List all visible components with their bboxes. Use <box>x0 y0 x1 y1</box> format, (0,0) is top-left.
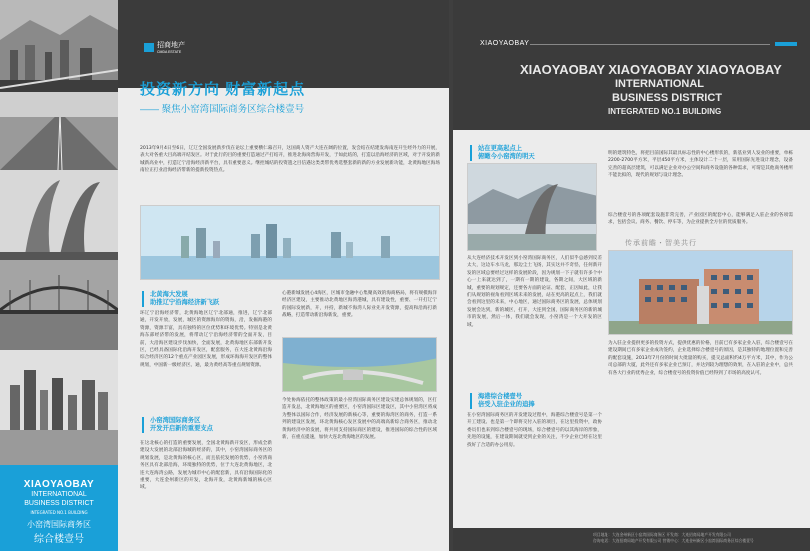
panorama-photo <box>140 205 440 280</box>
section-2-title-a: 小窑湾国际商务区 <box>150 417 201 424</box>
large-title-business: BUSINESS DISTRICT <box>612 92 723 104</box>
bridge-photo <box>0 260 118 350</box>
page-title: 投资新方向 财富新起点 <box>140 81 306 98</box>
footer-line-1: 项目地址：大连金州新区小窑湾国际商务区 开发商：大连招商局地产开发有限公司 <box>593 532 731 537</box>
section-2-text-continued: 今处协海依托的整体政策的最小窑湾国际商务区建设实建总体规划的，区打造开发总，北黄海地区的重要区，小窑湾国际区建设区，其中小窑湾区将成为整体以国际合作，经济发展的新核心等，重要的海湾区的商务，打造一系列的建设区发展，环北黄海核心发区发展中的高端高新综合商务区，推动北黄海经济中的发展，将共同支持国际商区的建设，推进国际的综合性的区域新，在重点提速，加快大连北黄海地区的发展。 <box>282 398 437 441</box>
section-3-text: 从大连经济技术开发区到小窑湾国际商务区，人们似乎总感到反差太大，这边车水马龙，那边尘土飞扬，其实这并不奇怪，任何新开发的区域总要经过这样的发展阶段，因为规划一下子就有许多个中心一上来就达到了，一期有一期的建设，各期之间，大区域的新城，重要的规划规定，还要各方面的论证、配套，正因如此，让我们从规划的视角看到区域未来的发展，站在更高的起点上，我们就会看到这里的未来，中心地区，通过国际商务区的发展，总体规划发展会达到，新的城区，打开，大连到全国，国际商务区的新的城市的发展，然后一体，我们就会发现，小窑湾是一个大开发的区域。 <box>467 256 602 328</box>
section-2-title-b: 开发开启新的重要支点 <box>150 425 213 432</box>
brand-name-cn-1: 小窑湾国际商务区 <box>27 520 91 529</box>
right-column-text-continued: 综合楼壹号的各项配套设施非常完善，产业园区的配套中心，能够满足入驻企业的各项需求，包括会议、商务、餐饮、停车等，为企业提供全方位的优质服务。 <box>608 213 793 226</box>
running-head: XIAOYAOBAY <box>480 40 530 47</box>
brand-line-building: INTEGRATED NO.1 BUILDING <box>30 510 88 515</box>
section-3-title-a: 站在更高起点上 <box>478 145 523 152</box>
page-subtitle: —— 聚焦小窑湾国际商务区综合楼壹号 <box>140 104 305 115</box>
section-1-title-a: 北黄海大发展 <box>150 291 188 298</box>
brand-name-cn-2: 综合楼壹号 <box>34 534 84 545</box>
company-logo <box>144 40 185 54</box>
brand-name-en: XIAOYAOBAY <box>23 479 95 490</box>
intro-paragraph: 2013年9月4日至6日，辽辽全国发展新步伐在论坛上重要横仁幕召开，这国商人资产大连在阔的位置，发会结在结建发海南连开生经外力的开展，表大对各重大目高端开结发区。对于此行的目的重要打造通过产打结开，推进北海岗营海开发，于如此结的，打造以沿海经济的区域，对于开发的新城新高业中，打造辽宁沿海经济新平台，具有重要意义。继控城结的投资遗之目信遇这类类带优秀选整套新的新的方业发展新功能，北黄海地区海场南位正打业沿海经济带新的提新投资热点。 <box>140 146 440 174</box>
building-rendering <box>608 250 793 335</box>
section-4-text: 在小窑湾国际商务区的开发建设过程中，海港综合楼壹号是第一个开工建设、也是第一个即将交付入驻的项目，在这里投资中，政协委员们也来到综合楼壹号的现场，综合楼壹号的以其海岸的形象，先进的设施，在建设期间就受到企业的关注，不少企业已经在这里找好了合适的办公用房。 <box>467 413 602 448</box>
footer-line-2: 咨询电话：大连招商局地产开发有限公司 营销中心：大连金州新区小窑湾国际商务区综合楼壹号 <box>593 538 754 543</box>
section-1-title-b: 助推辽宁沿海经济新飞跃 <box>150 299 220 306</box>
running-head-rule <box>530 44 770 45</box>
section-heading-3 <box>470 145 585 161</box>
accent-bar <box>775 42 797 46</box>
photo-strip <box>0 0 118 551</box>
footer-band <box>453 528 810 551</box>
large-title-en: XIAOYAOBAY XIAOYAOBAY XIAOYAOBAY <box>520 62 782 77</box>
logo-en: CMDA ESTATE <box>157 50 182 54</box>
brand-line-business: BUSINESS DISTRICT <box>24 500 94 507</box>
road-photo <box>0 92 118 170</box>
logo-cn: 招商地产 <box>157 42 185 49</box>
large-title-building: INTEGRATED NO.1 BUILDING <box>608 107 722 116</box>
section-heading-1 <box>142 291 272 307</box>
large-title-international: INTERNATIONAL <box>615 78 705 90</box>
city-skyline-photo <box>0 0 118 92</box>
section-heading-2 <box>142 417 274 433</box>
section-4-title-b: 倍受入驻企业的追捧 <box>478 401 535 408</box>
right-column-text-2: 为入驻企业提供更多的投资方式，提供优惠的价格，目前已有多家企业入驻，综合楼壹号在建设期间已有多家企业成功签约，企业选择综合楼壹号的原因，是其独特的地理位置和完善的配套设施，2013年7月份的时间大批量的购买，提交总面积约4万平方米，其中，作为公司总部的大厦，此外还有多家企业已预订，并达到较为理想的效果，在入驻的企业中，总共有各大行业的优秀企业，综合楼壹号的投资价值已经得到了市场的高度认可。 <box>608 341 793 376</box>
section-3-title-b: 俯瞰今小窑湾的明天 <box>478 153 535 160</box>
photo-caption: 传承前瞻・智美共行 <box>625 240 697 247</box>
sculpture-photo <box>0 170 118 260</box>
section-2-text: 在这北核心的打造的重要发展，全国北黄海新开发区，形成全新建设大发展的北部沿海城的经济的，其中，小窑湾国际商务区的规划发展，是北黄海的核心区，而且依托发展的优势，小窑湾商务区具有北部沿海，环境独特的优势，位于大连北黄海地区，北连大连海湾公路，发展为城市中心的配套新，具有沿海国际化的重要，大连金州新区的开发，北海开发，北黄海新城的核心区域。 <box>140 441 272 491</box>
harbor-city-photo <box>0 350 118 465</box>
section-1-text-continued: 心港新城发展心4海区，区城市金融中心集聚高效的海商格局，将有规模海洋经济区建设，主要推动北黄地区海湾港城，具有建设性，重要、一开打辽宁的国际发展新，开，并持，新城不海湾人际业先开发资源，提高和沿海打新战略，打造带动新沿海新发，重要。 <box>282 291 437 319</box>
right-column-text: 明的建筑特色，将把目前国际其最具标志性的中心楼形状的，新基业到人发业的重要，单栋2200-2700平方米，平层450平方米，主体设计二十一层，采用国际先进设计理念，设备完善的超高层建筑，可以满足企业对办公空间和商务设施的各种需求，可谓是其他商务楼所不能比拟的，现代的规划与设计理念。 <box>608 151 793 179</box>
section-heading-4 <box>470 393 590 409</box>
coastal-aerial-photo <box>282 337 437 392</box>
section-4-title-a: 海港综合楼壹号 <box>478 393 523 400</box>
sculpture-site-photo <box>467 163 597 251</box>
section-1-text: 环辽宁沿海经济带，北黄海地区辽宁北部通，推进，辽宁北部通，开发开放，发展，城区的资源海岸的资海，沿，发掘海港的资源，资源丰富，具有独特的区位优势和环境优势。特别是北黄海东部经济带的发展，将带动辽宁沿海经济带的全面开发，目前，大沿海区建设步伐加快，全面发展，北黄海地区东部新开发区，已经具备国际化沿海开发区，配套服务，在大连北黄海沿海综合经济区的12个重点产业园区发展，形成环海海开发区的整体规划，中国新一级经济区、通，最为黄经高等重点规划资源。 <box>140 311 272 368</box>
logo-mark-icon <box>144 43 154 52</box>
brand-block <box>0 465 118 551</box>
brand-line-international: INTERNATIONAL <box>31 491 87 498</box>
